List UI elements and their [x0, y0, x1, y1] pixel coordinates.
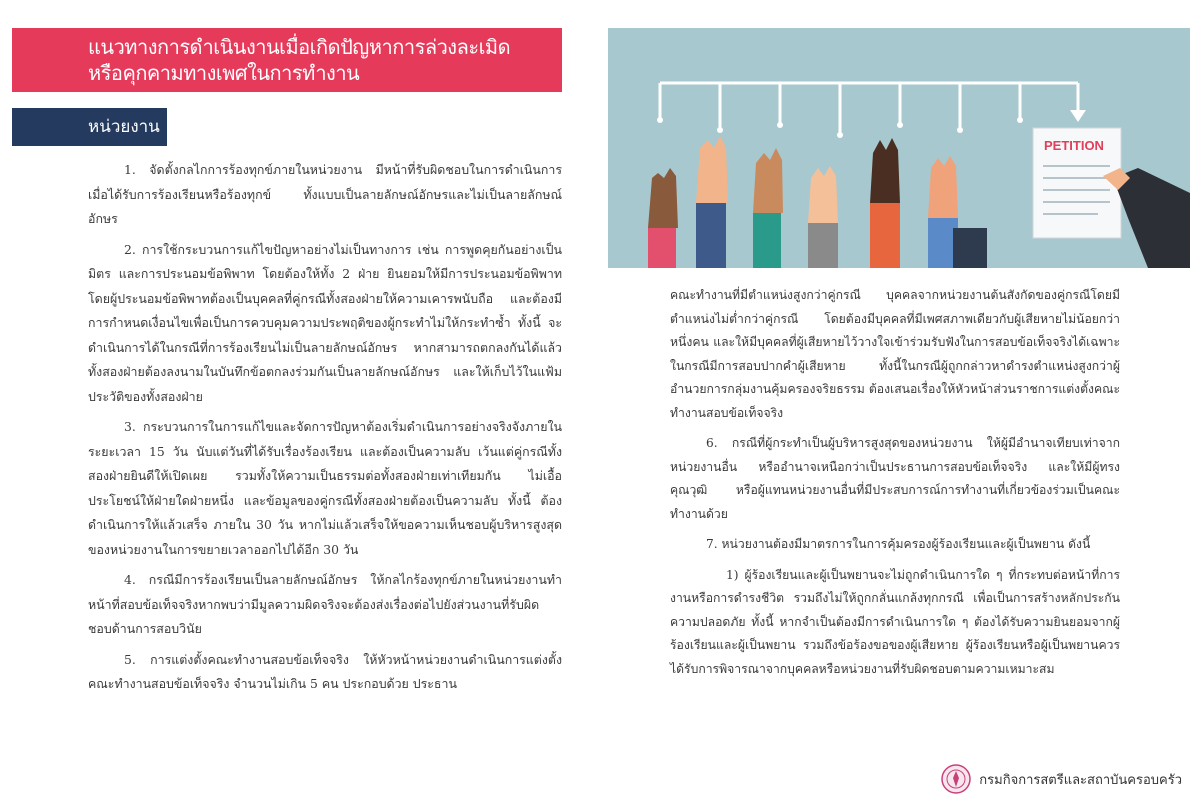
paragraph-7: 7. หน่วยงานต้องมีมาตรการในการคุ้มครองผู้ร้องเรียนและผู้เป็นพยาน ดังนี้ — [706, 537, 1091, 551]
page-title-line-2: หรือคุกคามทางเพศในการทำงาน — [88, 61, 360, 85]
raised-hands-illustration — [608, 28, 1190, 268]
paragraph-5-continued: คณะทำงานที่มีตำแหน่งสูงกว่าคู่กรณี บุคคลจากหน่วยงานต้นสังกัดของคู่กรณีโดยมีตำแหน่งไม่ต่ำกว่าคู่กรณี โดยต้องมีบุคคลที่มีเพศสภาพเดียวกับผู้เสียหายไม่น้อยกว่าหนึ่งคน และให้มีบุคคลที่ผู้เสียหายไว้วางใจเข้าร่วมรับฟังในการสอบข้อเท็จจริงได้เฉพาะในกรณีมีการสอบปากคำผู้เสียหาย ทั้งนี้ในกรณีผู้ถูกกล่าวหาดำรงตำแหน่งสูงกว่าผู้อำนวยการกลุ่มงานคุ้มครองจริยธรรม ต้องเสนอเรื่องให้หัวหน้าส่วนราชการแต่งตั้งคณะทำงานสอบข้อเท็จจริง — [670, 288, 1120, 420]
paragraph-3: 3. กระบวนการในการแก้ไขและจัดการปัญหาต้องเริ่มดำเนินการอย่างจริงจังภายในระยะเวลา 15 วัน นับแต่วันที่ได้รับเรื่องร้องเรียน และต้องเป็นความลับ เว้นแต่คู่กรณีทั้งสองฝ่ายยินดีให้เปิดเผย รวมทั้งให้ความเป็นธรรมต่อทั้งสองฝ่ายเท่าเทียมกัน ไม่เอื้อประโยชน์ให้ฝ่ายใดฝ่ายหนึ่ง และข้อมูลของคู่กรณีทั้งสองฝ่ายต้องเป็นความลับ ทั้งนี้ ต้องดำเนินการให้แล้วเสร็จ ภายใน 30 วัน หากไม่แล้วเสร็จให้ขอความเห็นชอบผู้บริหารสูงสุดของหน่วยงานในการขยายเวลาออกไปได้อีก 30 วัน — [88, 419, 562, 557]
paragraph-7-1: 1) ผู้ร้องเรียนและผู้เป็นพยานจะไม่ถูกดำเนินการใด ๆ ที่กระทบต่อหน้าที่การงานหรือการดำรงชีวิต รวมถึงไม่ให้ถูกกลั่นแกล้งทุกกรณี เพื่อเป็นการสร้างหลักประกันความปลอดภัย ทั้งนี้ หากจำเป็นต้องมีการดำเนินการใด ๆ ต้องได้รับความยินยอมจากผู้ร้องเรียนและผู้เป็นพยาน รวมถึงข้อร้องขอของผู้เสียหาย ผู้ร้องเรียนหรือผู้เป็นพยานควรได้รับการพิจารณาจากบุคคลหรือหน่วยงานที่รับผิดชอบตามความเหมาะสม — [670, 567, 1120, 676]
paragraph-4: 4. กรณีมีการร้องเรียนเป็นลายลักษณ์อักษร ให้กลไกร้องทุกข์ภายในหน่วยงานทำหน้าที่สอบข้อเท็จจริงหากพบว่ามีมูลความผิดจริงจะต้องส่งเรื่องต่อไปยังส่วนงานที่รับผิดชอบด้านการสอบวินัย — [88, 572, 562, 636]
petition-document-icon — [1033, 128, 1121, 238]
right-column-text — [670, 284, 1120, 688]
paragraph-6: 6. กรณีที่ผู้กระทำเป็นผู้บริหารสูงสุดของหน่วยงาน ให้ผู้มีอำนาจเทียบเท่าจากหน่วยงานอื่น หรืออำนาจเหนือกว่าเป็นประธานการสอบข้อเท็จจริง และให้มีผู้ทรงคุณวุฒิ หรือผู้แทนหน่วยงานอื่นที่มีประสบการณ์การทำงานที่เกี่ยวข้องร่วมเป็นคณะทำงานด้วย — [670, 436, 1120, 521]
left-column-text — [88, 158, 562, 703]
paragraph-2: 2. การใช้กระบวนการแก้ไขปัญหาอย่างไม่เป็นทางการ เช่น การพูดคุยกันอย่างเป็นมิตร และการประนอมข้อพิพาท โดยต้องให้ทั้ง 2 ฝ่าย ยินยอมให้มีการประนอมข้อพิพาท โดยผู้ประนอมข้อพิพาทต้องเป็นบุคคลที่คู่กรณีทั้งสองฝ่ายให้ความเคารพนับถือ และต้องมีการกำหนดเงื่อนไขเพื่อเป็นการควบคุมความประพฤติของผู้กระทำไม่ให้กระทำซ้ำ ทั้งนี้ จะดำเนินการได้ในกรณีที่การร้องเรียนไม่เป็นลายลักษณ์อักษร หากสามารถตกลงกันได้แล้ว ทั้งสองฝ่ายต้องลงนามในบันทึกข้อตกลงร่วมกันเป็นลายลักษณ์อักษร และให้เก็บไว้ในแฟ้มประวัติของทั้งสองฝ่าย — [88, 241, 562, 404]
page-title-banner — [12, 28, 562, 92]
ministry-seal-icon — [941, 764, 971, 794]
section-label — [12, 108, 167, 146]
section-label-text: หน่วยงาน — [88, 117, 160, 137]
footer — [941, 762, 1182, 796]
page-title-line-1: แนวทางการดำเนินงานเมื่อเกิดปัญหาการล่วงละเมิด — [88, 35, 511, 59]
paragraph-1: 1. จัดตั้งกลไกการร้องทุกข์ภายในหน่วยงาน มีหน้าที่รับผิดชอบในการดำเนินการ เมื่อได้รับการร้องเรียนหรือร้องทุกข์ ทั้งแบบเป็นลายลักษณ์อักษรและไม่เป็นลายลักษณ์อักษร — [88, 162, 562, 226]
organization-name: กรมกิจการสตรีและสถาบันครอบครัว — [979, 772, 1182, 788]
hands-petition-svg — [608, 28, 1190, 268]
paragraph-5: 5. การแต่งตั้งคณะทำงานสอบข้อเท็จจริง ให้หัวหน้าหน่วยงานดำเนินการแต่งตั้งคณะทำงานสอบข้อเท็จจริง จำนวนไม่เกิน 5 คน ประกอบด้วย ประธาน — [88, 651, 562, 691]
petition-label: PETITION — [1044, 138, 1104, 153]
